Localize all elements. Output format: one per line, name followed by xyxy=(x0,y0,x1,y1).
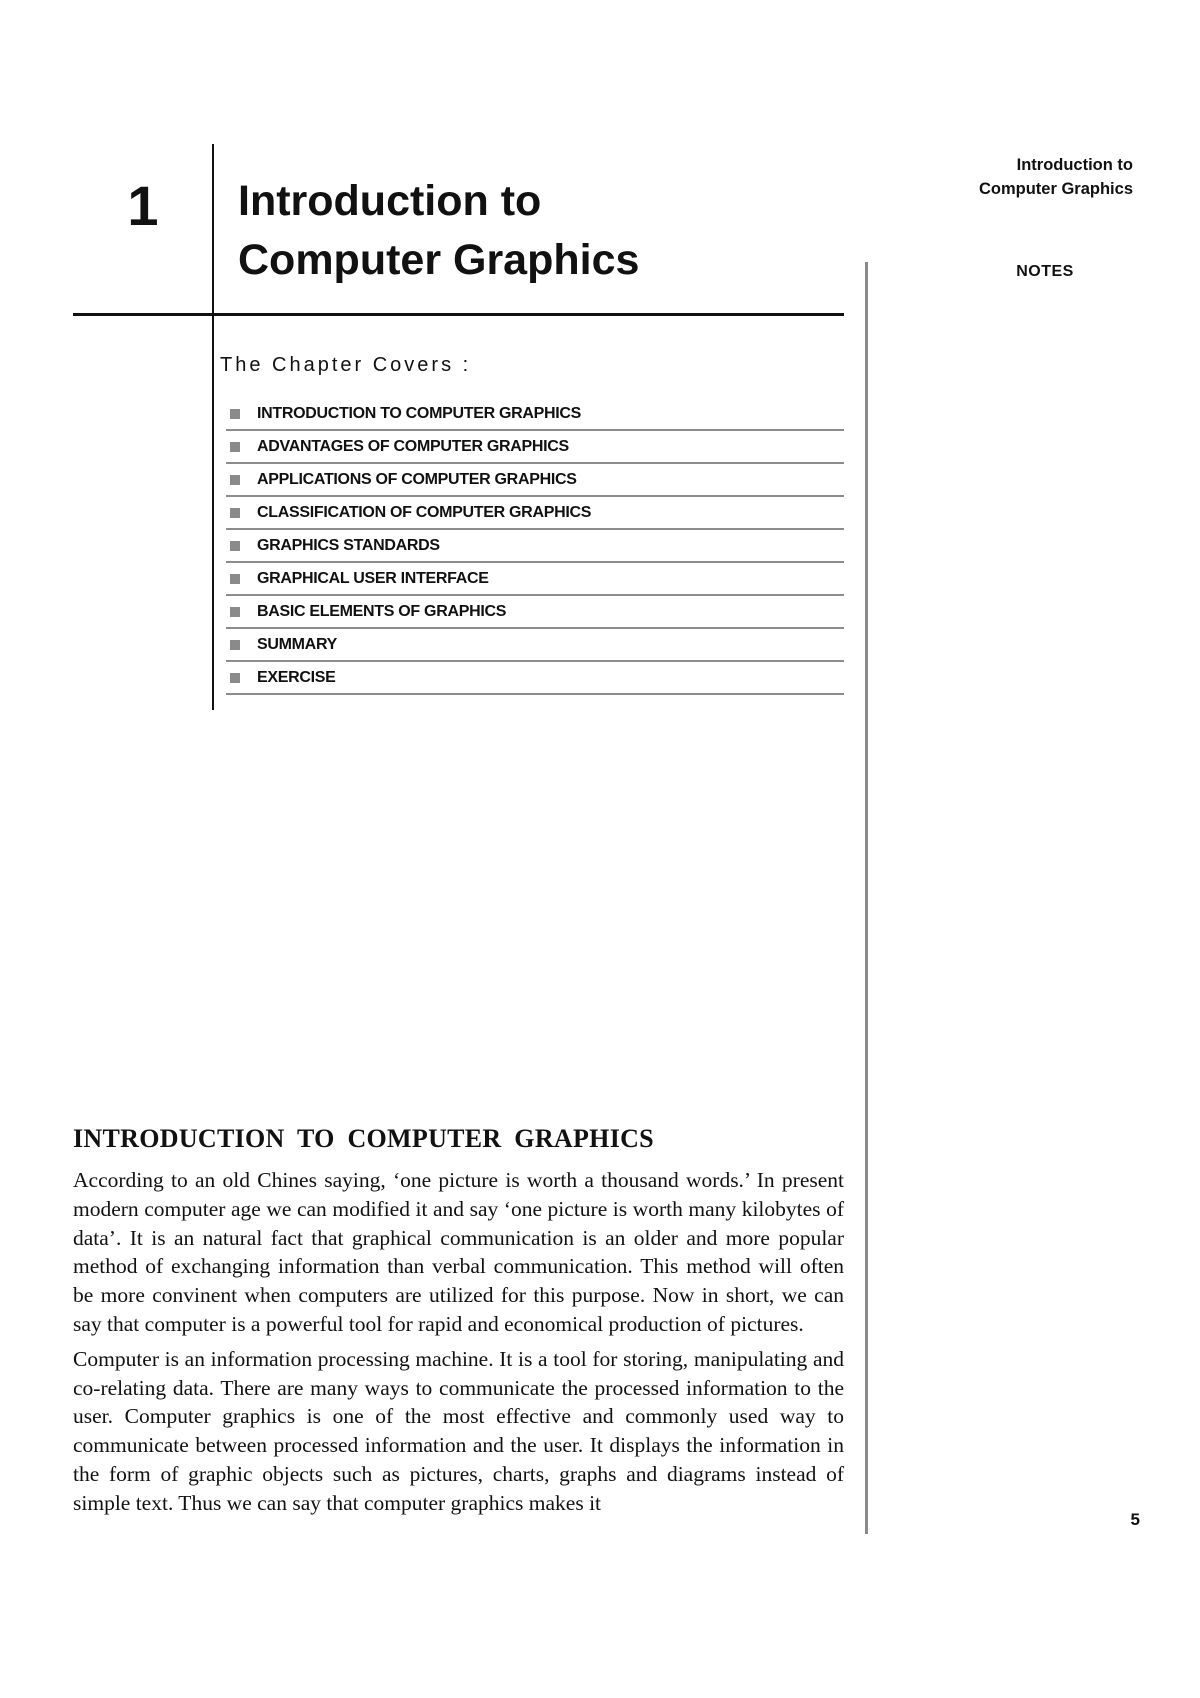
toc-item-label: GRAPHICS STANDARDS xyxy=(257,536,440,554)
chapter-title-line-1: Introduction to xyxy=(238,177,542,225)
toc-item xyxy=(226,530,844,563)
chapter-number: 1 xyxy=(127,174,159,237)
chapter-covers-title: The Chapter Covers : xyxy=(220,354,472,376)
toc-item xyxy=(226,431,844,464)
toc-item-label: GRAPHICAL USER INTERFACE xyxy=(257,569,489,587)
chapter-title xyxy=(238,172,838,290)
toc-item xyxy=(226,464,844,497)
running-header xyxy=(930,153,1133,201)
square-bullet-icon xyxy=(230,541,240,551)
notes-label: NOTES xyxy=(1016,263,1074,280)
toc-item-label: ADVANTAGES OF COMPUTER GRAPHICS xyxy=(257,437,569,455)
toc-item xyxy=(226,563,844,596)
section-body xyxy=(73,1166,844,1524)
square-bullet-icon xyxy=(230,475,240,485)
toc-item xyxy=(226,596,844,629)
toc-item-label: APPLICATIONS OF COMPUTER GRAPHICS xyxy=(257,470,577,488)
toc-item-label: EXERCISE xyxy=(257,668,336,686)
toc-item xyxy=(226,629,844,662)
chapter-title-line-2: Computer Graphics xyxy=(238,236,640,284)
running-header-line-1: Introduction to xyxy=(1016,156,1133,174)
square-bullet-icon xyxy=(230,673,240,683)
square-bullet-icon xyxy=(230,442,240,452)
toc-item xyxy=(226,398,844,431)
toc-item-label: SUMMARY xyxy=(257,635,337,653)
square-bullet-icon xyxy=(230,574,240,584)
section-heading: INTRODUCTION TO COMPUTER GRAPHICS xyxy=(73,1124,654,1153)
body-paragraph: Computer is an information processing machine. It is a tool for storing, manipulating and co-relating data. There are many ways to communicate the processed information to the user. Computer graphics is one of the most effective and commonly used way to communicate between processed information and the user. It displays the information in the form of graphic objects such as pictures, charts, graphs and diagrams instead of simple text. Thus we can say that computer graphics makes it xyxy=(73,1346,844,1515)
chapter-contents-list xyxy=(226,398,844,695)
running-header-line-2: Computer Graphics xyxy=(978,180,1133,198)
square-bullet-icon xyxy=(230,409,240,419)
square-bullet-icon xyxy=(230,607,240,617)
square-bullet-icon xyxy=(230,508,240,518)
body-paragraph: According to an old Chines saying, ‘one picture is worth a thousand words.’ In present modern computer age we can modified it and say ‘one picture is worth many kilobytes of data’. It is an natural fact that graphical communication is an older and more popular method of exchanging information than verbal communication. This method will often be more convinent when computers are utilized for this purpose. Now in short, we can say that computer is a powerful tool for rapid and economical production of pictures. xyxy=(73,1168,844,1336)
header-horizontal-rule xyxy=(73,313,844,316)
header-vertical-rule xyxy=(212,144,214,710)
toc-item-label: BASIC ELEMENTS OF GRAPHICS xyxy=(257,602,507,620)
square-bullet-icon xyxy=(230,640,240,650)
page-number: 5 xyxy=(1130,1510,1140,1529)
toc-item-label: INTRODUCTION TO COMPUTER GRAPHICS xyxy=(257,404,582,422)
toc-item xyxy=(226,662,844,695)
toc-item xyxy=(226,497,844,530)
toc-item-label: CLASSIFICATION OF COMPUTER GRAPHICS xyxy=(257,503,592,521)
margin-vertical-rule xyxy=(865,262,868,1534)
